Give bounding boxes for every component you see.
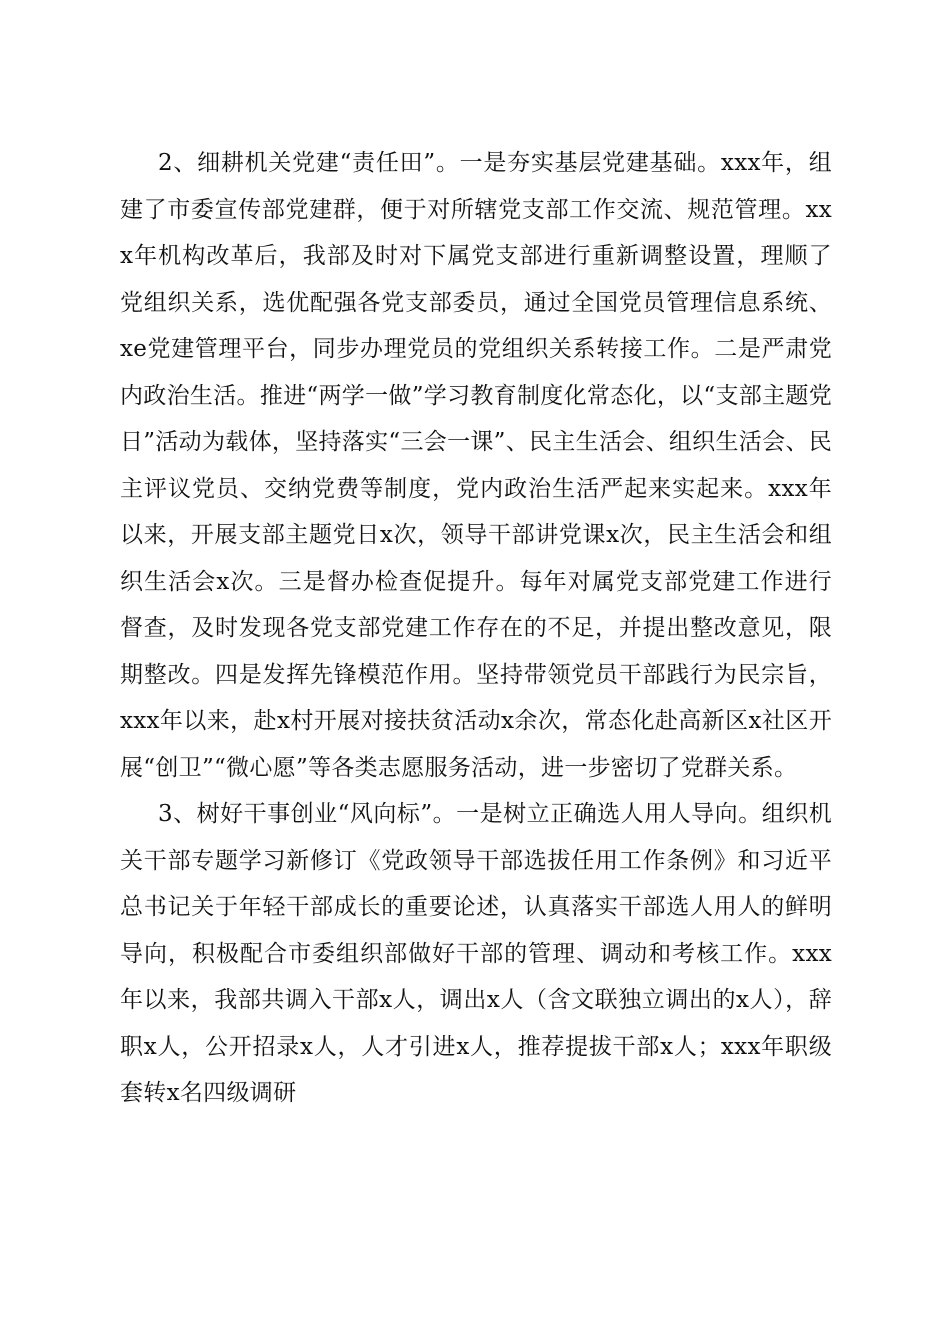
- paragraph-cadre-selection: 3、树好干事创业“风向标”。一是树立正确选人用人导向。组织机关干部专题学习新修订《党政领导干部选拔任用工作条例》和习近平总书记关于年轻干部成长的重要论述，认真落实干部选人用人的鲜明导向，积极配合市委组织部做好干部的管理、调动和考核工作。xxx年以来，我部共调入干部x人，调出x人（含文联独立调出的x人），辞职x人，公开招录x人，人才引进x人，推荐提拔干部x人；xxx年职级套转x名四级调研: [120, 801, 832, 1106]
- paragraph-party-building: 2、细耕机关党建“责任田”。一是夯实基层党建基础。xxx年，组建了市委宣传部党建群，便于对所辖党支部工作交流、规范管理。xxx年机构改革后，我部及时对下属党支部进行重新调整设置，理顺了党组织关系，选优配强各党支部委员，通过全国党员管理信息系统、xe党建管理平台，同步办理党员的党组织关系转接工作。二是严肃党内政治生活。推进“两学一做”学习教育制度化常态化，以“支部主题党日”活动为载体，坚持落实“三会一课”、民主生活会、组织生活会、民主评议党员、交纳党费等制度，党内政治生活严起来实起来。xxx年以来，开展支部主题党日x次，领导干部讲党课x次，民主生活会和组织生活会x次。三是督办检查促提升。每年对属党支部党建工作进行督查，及时发现各党支部党建工作存在的不足，并提出整改意见，限期整改。四是发挥先锋模范作用。坚持带领党员干部践行为民宗旨，xxx年以来，赴x村开展对接扶贫活动x余次，常态化赴高新区x社区开展“创卫”“微心愿”等各类志愿服务活动，进一步密切了党群关系。: [120, 150, 832, 781]
- document-body: [120, 140, 832, 1117]
